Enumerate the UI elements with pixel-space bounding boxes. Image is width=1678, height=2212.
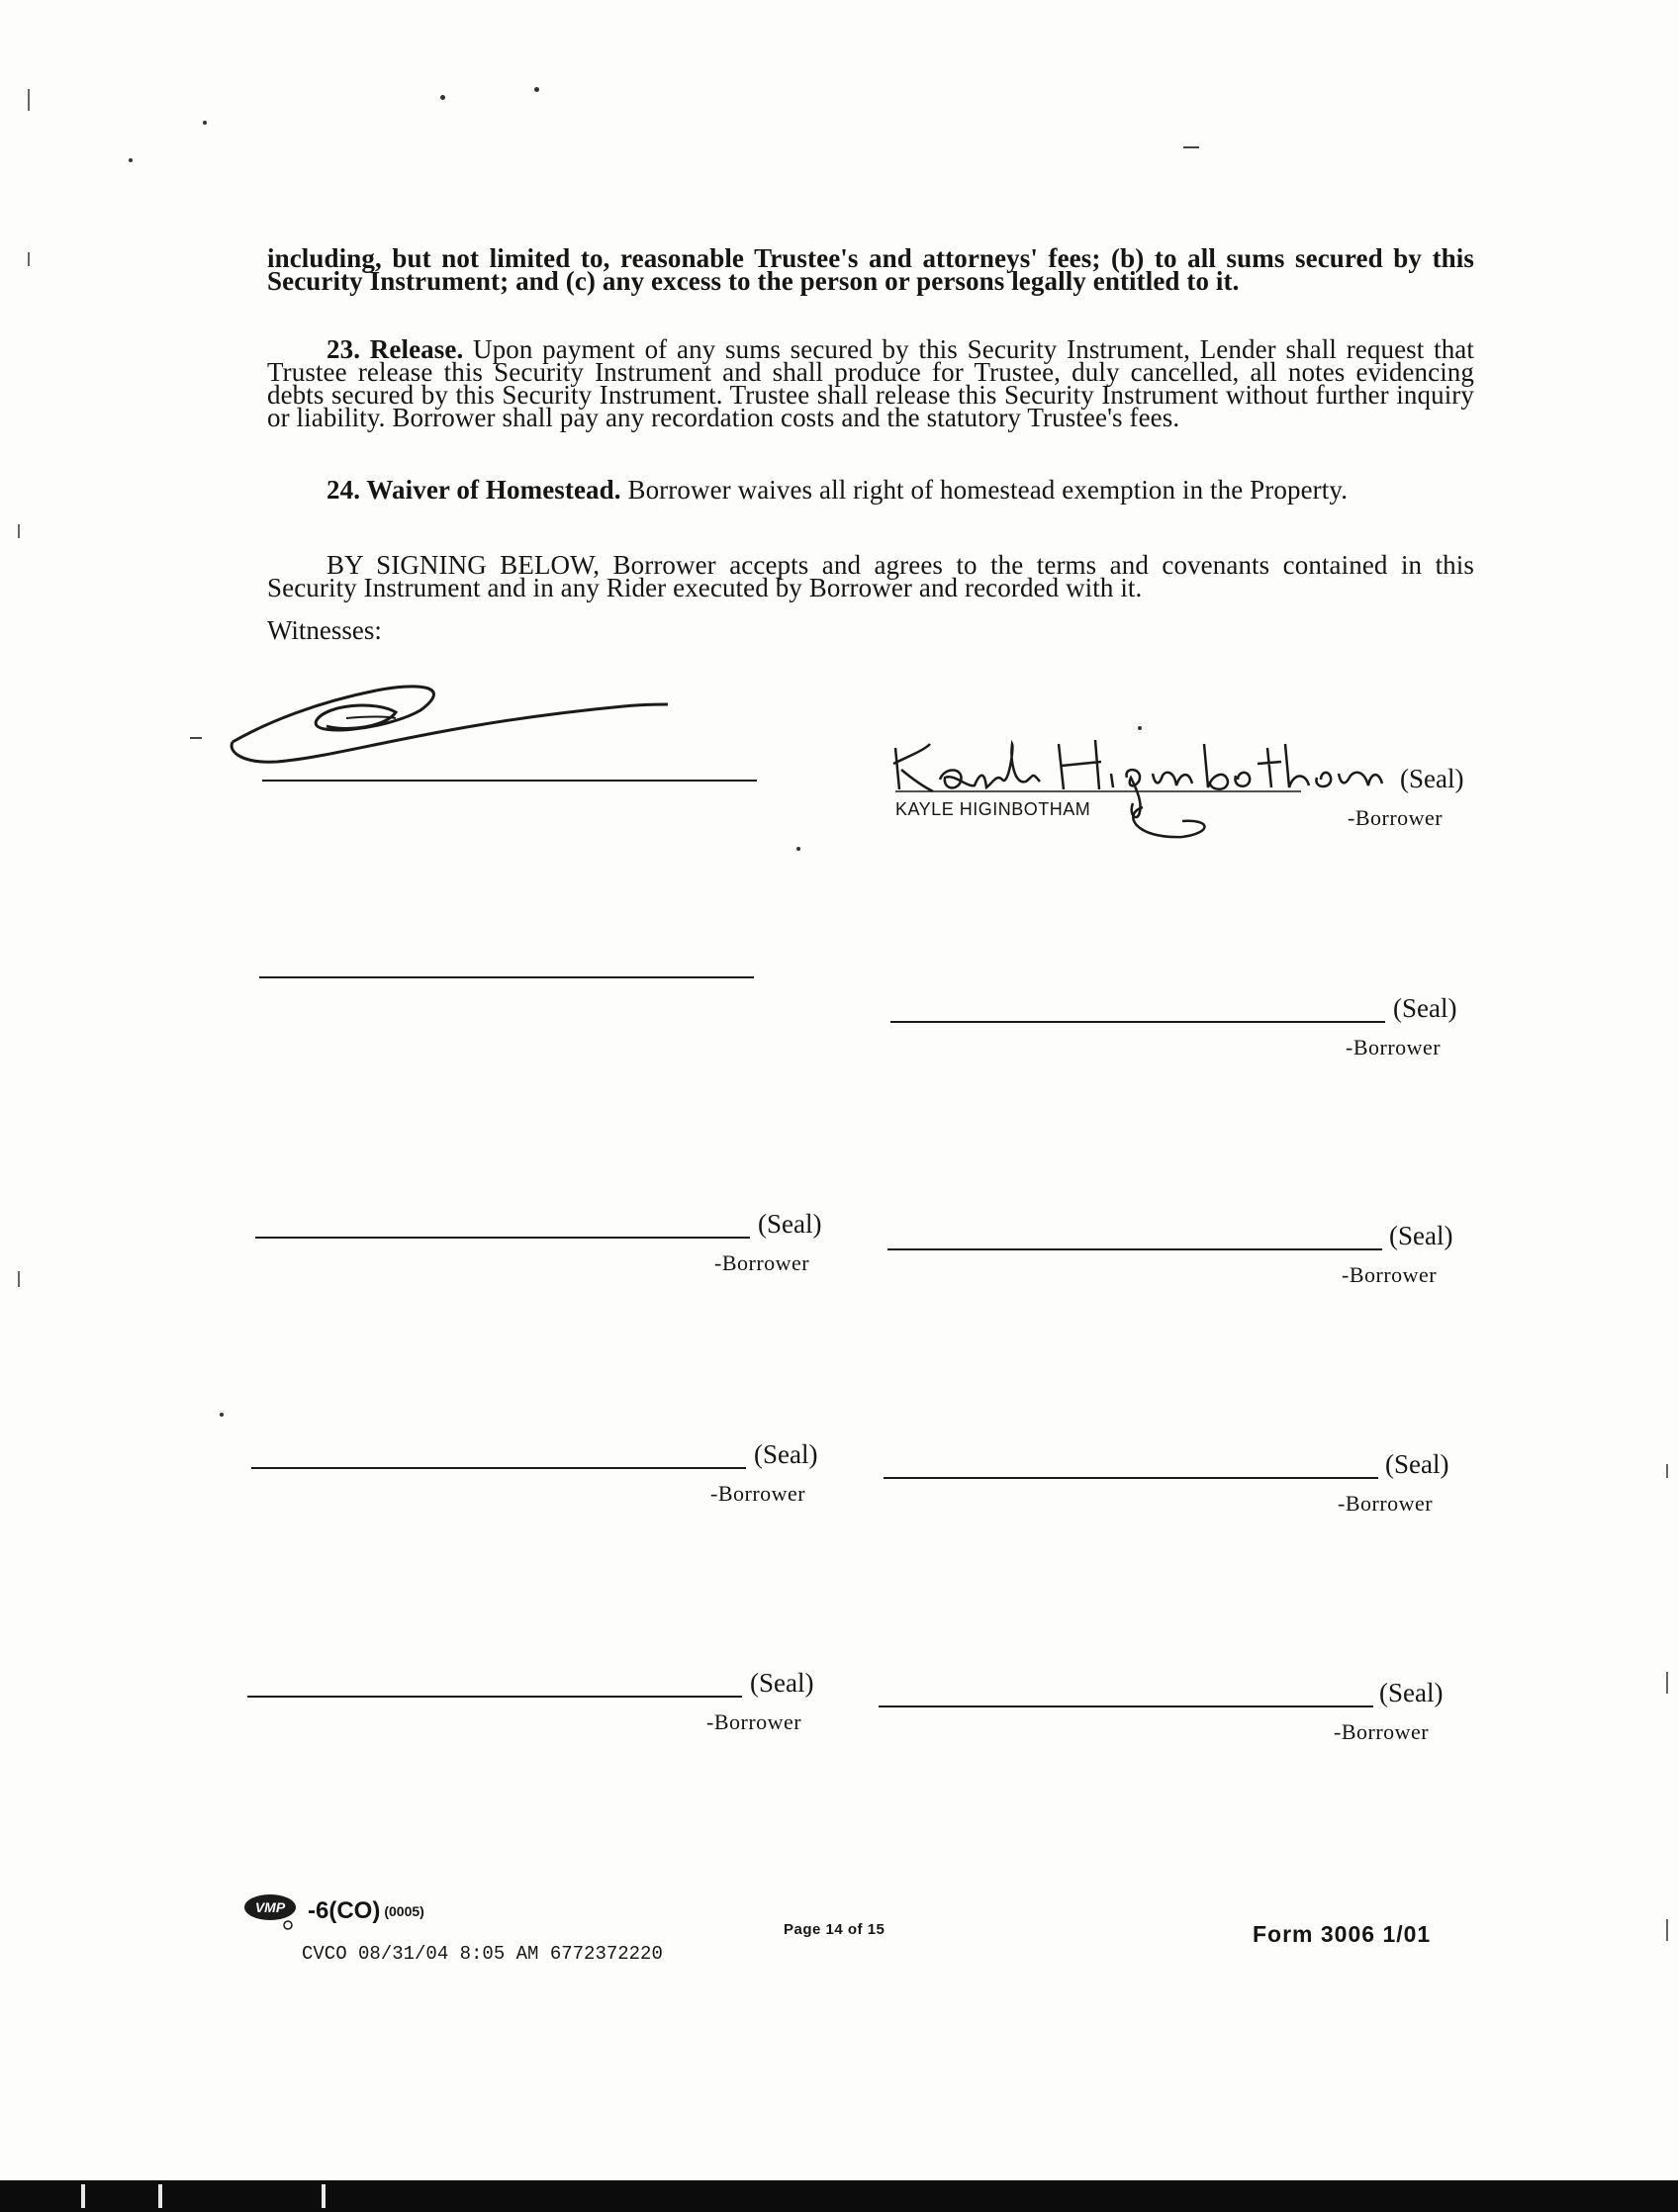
scan-speck [534,87,539,92]
borrower-signature-line[interactable] [884,1477,1378,1479]
borrower-label: -Borrower [1338,1491,1434,1516]
paragraph-22-continuation [267,243,1474,296]
seal-label: (Seal) [1393,993,1457,1023]
scan-edge-mark [28,252,30,266]
witness-line-2[interactable] [259,976,754,978]
seal-label: (Seal) [758,1209,822,1239]
seal-label: (Seal) [1400,764,1464,793]
seal-label: (Seal) [1389,1221,1453,1250]
scan-speck [203,121,207,125]
scan-edge-mark [1666,1672,1668,1694]
scan-bottom-bar [0,2180,1678,2212]
scan-speck [796,847,800,851]
borrower-label: -Borrower [1334,1719,1430,1744]
scan-bar-mark [81,2184,85,2208]
scan-speck [220,1413,224,1417]
borrower-signature-icon [886,730,1400,839]
borrower-signature-line[interactable] [247,1696,742,1698]
scan-edge-mark [1666,1464,1668,1478]
form-code-text: -6(CO) [308,1897,381,1924]
vmp-logo-icon [242,1891,304,1931]
borrower-label: -Borrower [1348,805,1444,830]
paragraph-23-heading: 23. Release. [326,334,464,364]
signing-statement-text: BY SIGNING BELOW, Borrower accepts and agrees to the terms and covenants contained in this Security Instrument and in any Rider executed by Borrower and recorded with it. [267,550,1474,602]
seal-label: (Seal) [1385,1449,1449,1479]
scan-speck [440,95,445,100]
borrower-label: -Borrower [1342,1262,1438,1287]
form-number: Form 3006 1/01 [1253,1921,1432,1947]
seal-label: (Seal) [750,1668,814,1698]
paragraph-23-text: Upon payment of any sums secured by this Security Instrument, Lender shall request that Trustee release this Security Instrument and shall produce for Trustee, duly cancelled, all notes evidencing debts secured by this Security Instrument. Trustee shall release this Security Instrument without further inquiry or liability. Borrower shall pay any recordation costs and the statutory Trustee's fees. [267,334,1474,432]
scan-edge-mark [18,1271,20,1287]
borrower-signature-line[interactable] [890,1021,1385,1023]
borrower-label: -Borrower [706,1709,802,1734]
witnesses-label: Witnesses: [267,615,382,645]
page-indicator: Page 14 of 15 [784,1921,886,1938]
borrower-label: -Borrower [710,1481,806,1506]
borrower-signature-line[interactable] [255,1237,750,1239]
scan-speck [190,737,202,739]
witness-line-1[interactable] [262,780,757,782]
scan-edge-mark [1666,1919,1668,1941]
paragraph-22-text: including, but not limited to, reasonable Trustee's and attorneys' fees; (b) to all sums secured by this Security Instrument; and (c) any excess to the person or persons legally entitled to it. [267,243,1474,296]
scan-edge-mark [18,524,20,538]
form-code-suffix: (0005) [384,1903,424,1919]
recording-stamp: CVCO 08/31/04 8:05 AM 6772372220 [302,1943,663,1965]
scan-bar-mark [158,2184,162,2208]
seal-label: (Seal) [1379,1678,1444,1707]
borrower-label: -Borrower [1346,1035,1442,1060]
witness-signature-icon [228,673,683,782]
footer-form-code [242,1891,424,1931]
svg-text:VMP: VMP [254,1899,286,1915]
borrower-signature-line[interactable] [887,1248,1382,1250]
paragraph-23 [267,334,1474,432]
signed-borrower-name: KAYLE HIGINBOTHAM [895,799,1091,819]
paragraph-24-text: Borrower waives all right of homestead exemption in the Property. [620,475,1349,505]
scan-speck [129,158,133,162]
scan-speck [1183,146,1199,148]
borrower-signature-line[interactable] [251,1467,746,1469]
scan-speck [1138,726,1142,730]
paragraph-24 [267,475,1474,505]
signing-statement [267,550,1474,602]
borrower-signature-line[interactable] [879,1705,1373,1707]
scan-bar-mark [322,2184,326,2208]
borrower-label: -Borrower [714,1250,810,1275]
seal-label: (Seal) [754,1439,818,1469]
scan-edge-mark [28,89,30,111]
paragraph-24-heading: 24. Waiver of Homestead. [326,475,621,505]
